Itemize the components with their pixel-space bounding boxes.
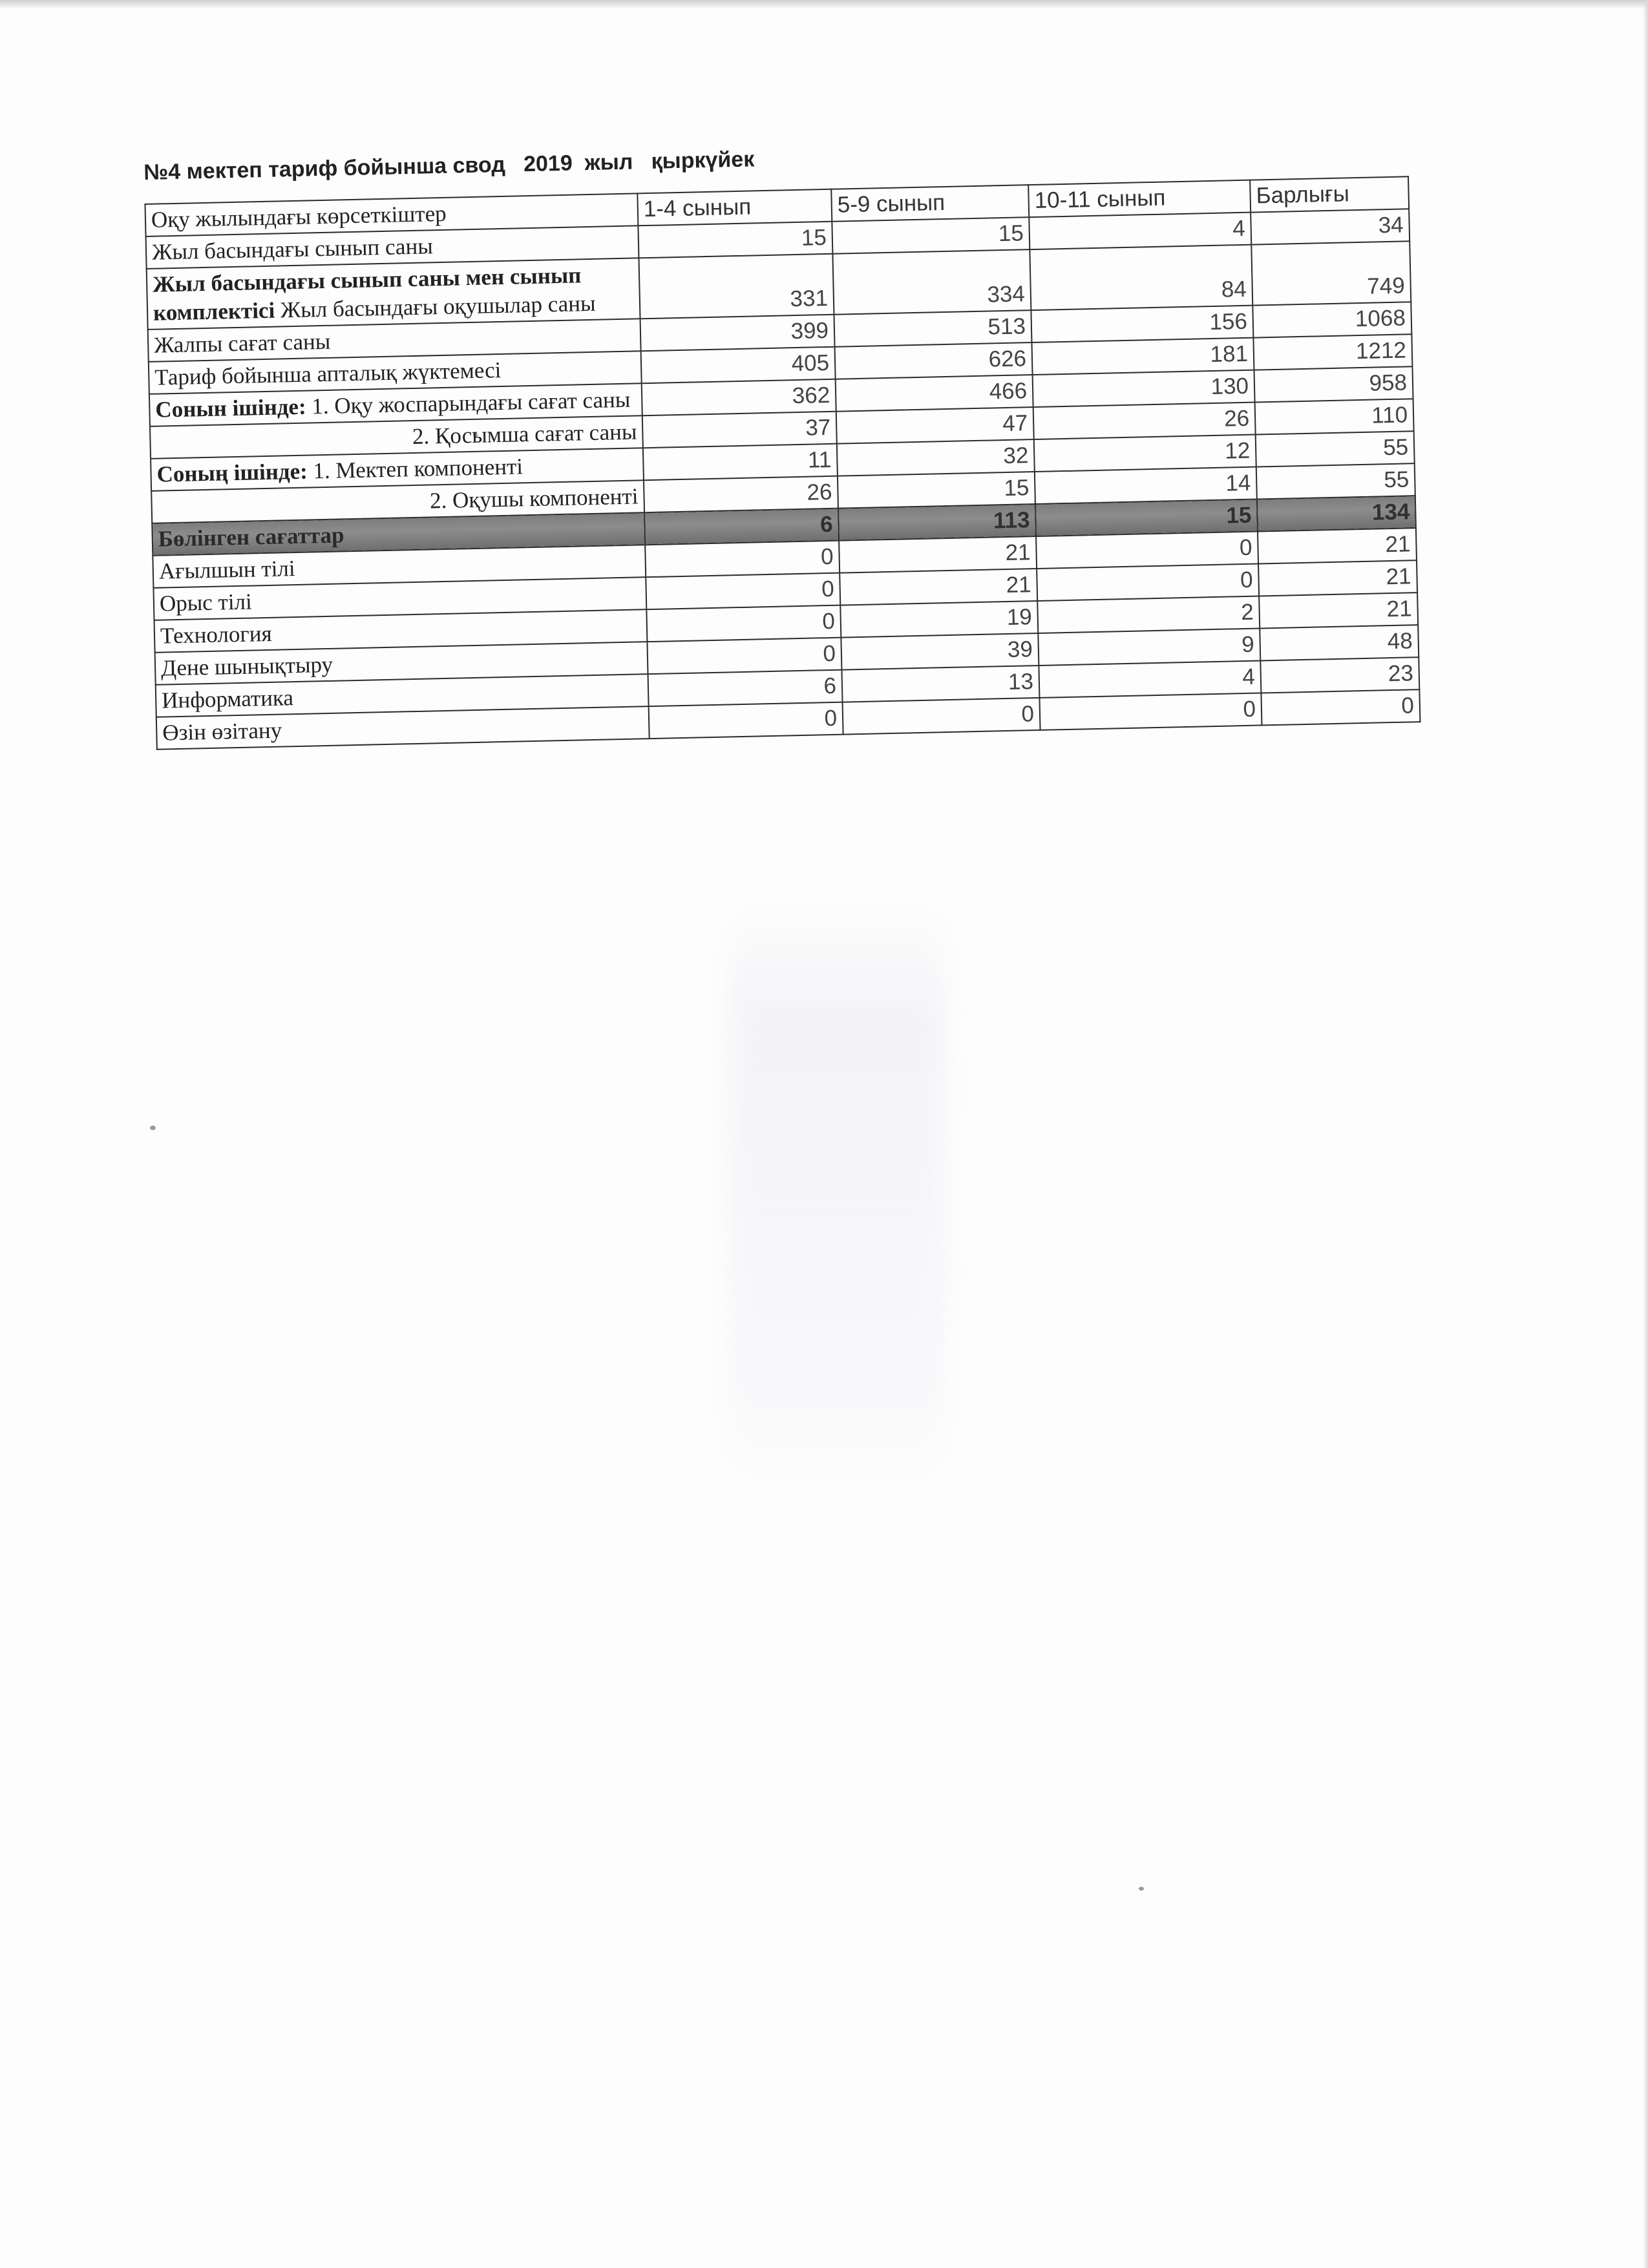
- header-grades-10-11: 10-11 сынып: [1028, 180, 1251, 217]
- cell-grades-1-4: 15: [638, 222, 832, 258]
- row-label: 2. Оқушы компоненті: [151, 480, 644, 523]
- cell-grades-10-11: 12: [1034, 435, 1256, 472]
- cell-total: 749: [1251, 241, 1411, 305]
- cell-grades-1-4: 6: [644, 509, 839, 545]
- document-title: №4 мектеп тариф бойынша свод 2019 жыл қыркүйек: [143, 147, 755, 185]
- cell-grades-1-4: 11: [643, 444, 838, 481]
- cell-grades-1-4: 399: [640, 315, 835, 352]
- cell-total: 134: [1257, 496, 1416, 531]
- cell-grades-10-11: 181: [1031, 338, 1254, 375]
- row-label: [147, 258, 640, 330]
- cell-grades-10-11: 130: [1033, 370, 1255, 407]
- cell-grades-5-9: 21: [839, 536, 1037, 573]
- cell-grades-10-11: 2: [1037, 596, 1260, 633]
- cell-grades-10-11: 15: [1035, 499, 1258, 536]
- cell-grades-5-9: 513: [834, 310, 1031, 347]
- cell-grades-10-11: 4: [1039, 660, 1261, 697]
- scan-speck: [150, 1126, 156, 1130]
- cell-total: 0: [1261, 689, 1420, 725]
- row-label: Тариф бойынша апталық жүктемесі: [149, 351, 642, 394]
- scan-speck: [1139, 1887, 1144, 1891]
- cell-total: 23: [1260, 657, 1419, 693]
- row-label: Орыс тілі: [153, 577, 646, 620]
- header-grades-1-4: 1-4 сынып: [637, 189, 832, 226]
- cell-grades-5-9: 21: [840, 569, 1037, 605]
- scan-ghost-artifact: [730, 905, 944, 1486]
- cell-grades-10-11: 0: [1036, 532, 1258, 569]
- cell-total: 48: [1260, 625, 1419, 660]
- cell-grades-1-4: 6: [648, 670, 843, 707]
- cell-grades-1-4: 37: [642, 412, 837, 448]
- cell-grades-1-4: 26: [644, 476, 838, 513]
- cell-grades-5-9: 13: [841, 666, 1039, 702]
- cell-total: 1068: [1252, 302, 1411, 337]
- cell-grades-5-9: 32: [837, 439, 1035, 476]
- row-label-rest: 1. Мектеп компоненті: [307, 454, 523, 484]
- row-label: Технология: [154, 609, 648, 653]
- cell-total: 958: [1254, 366, 1413, 402]
- row-label-rest: Жыл басындағы оқушылар саны: [274, 290, 596, 323]
- row-label: Жыл басындағы сынып саны: [146, 226, 639, 269]
- row-label: 2. Қосымша сағат саны: [150, 415, 643, 459]
- cell-grades-1-4: 331: [639, 254, 834, 319]
- header-total: Барлығы: [1250, 176, 1409, 212]
- tariff-summary-table: [144, 176, 1421, 750]
- header-indicators: Оқу жылындағы көрсеткіштер: [145, 193, 638, 236]
- cell-grades-1-4: 0: [649, 702, 843, 739]
- scan-edge-right: [1643, 0, 1648, 2268]
- cell-total: 21: [1258, 528, 1417, 563]
- cell-grades-10-11: 14: [1035, 467, 1257, 504]
- cell-grades-5-9: 39: [841, 633, 1039, 670]
- cell-grades-5-9: 113: [838, 504, 1036, 541]
- row-label: Бөлінген сағаттар: [152, 512, 645, 556]
- header-grades-5-9: 5-9 сынып: [831, 185, 1029, 222]
- cell-total: 55: [1256, 463, 1415, 499]
- cell-grades-1-4: 0: [647, 638, 841, 675]
- cell-total: 21: [1258, 560, 1417, 596]
- cell-total: 1212: [1253, 334, 1412, 370]
- row-label: Ағылшын тілі: [153, 545, 646, 588]
- cell-total: 34: [1251, 209, 1410, 244]
- cell-grades-10-11: 156: [1031, 306, 1253, 342]
- row-label-bold: Соның ішінде:: [156, 458, 308, 487]
- cell-grades-5-9: 0: [843, 698, 1041, 735]
- cell-grades-1-4: 0: [646, 605, 841, 642]
- row-label: Жалпы сағат саны: [148, 319, 641, 362]
- cell-grades-1-4: 0: [646, 573, 840, 610]
- row-label-bold: Жыл басындағы сынып саны мен сынып комплектісі: [152, 262, 582, 326]
- document-sheet: [143, 132, 1448, 750]
- cell-grades-10-11: 84: [1030, 245, 1252, 310]
- cell-grades-5-9: 15: [838, 472, 1035, 509]
- cell-grades-10-11: 0: [1039, 693, 1262, 730]
- cell-total: 110: [1255, 399, 1414, 434]
- scan-edge-top: [0, 0, 1648, 9]
- cell-grades-1-4: 362: [642, 379, 836, 416]
- row-label-bold: Сонын ішінде:: [155, 394, 307, 423]
- cell-grades-5-9: 334: [832, 249, 1031, 315]
- cell-grades-5-9: 626: [835, 342, 1033, 379]
- cell-grades-10-11: 9: [1038, 628, 1260, 665]
- row-label-rest: 1. Оқу жоспарындағы сағат саны: [306, 386, 631, 419]
- row-label: Информатика: [156, 674, 649, 717]
- cell-grades-5-9: 19: [840, 601, 1038, 638]
- cell-grades-10-11: 0: [1037, 564, 1259, 601]
- cell-grades-1-4: 0: [645, 541, 840, 578]
- cell-total: 55: [1256, 431, 1415, 467]
- row-label: Өзін өзітану: [156, 706, 650, 750]
- cell-grades-5-9: 15: [832, 217, 1030, 254]
- cell-grades-5-9: 47: [836, 407, 1034, 444]
- cell-grades-10-11: 4: [1029, 213, 1251, 249]
- cell-grades-1-4: 405: [641, 347, 836, 384]
- row-label: Дене шынықтыру: [155, 642, 648, 685]
- cell-total: 21: [1259, 593, 1418, 628]
- cell-grades-10-11: 26: [1033, 403, 1256, 439]
- cell-grades-5-9: 466: [836, 375, 1033, 412]
